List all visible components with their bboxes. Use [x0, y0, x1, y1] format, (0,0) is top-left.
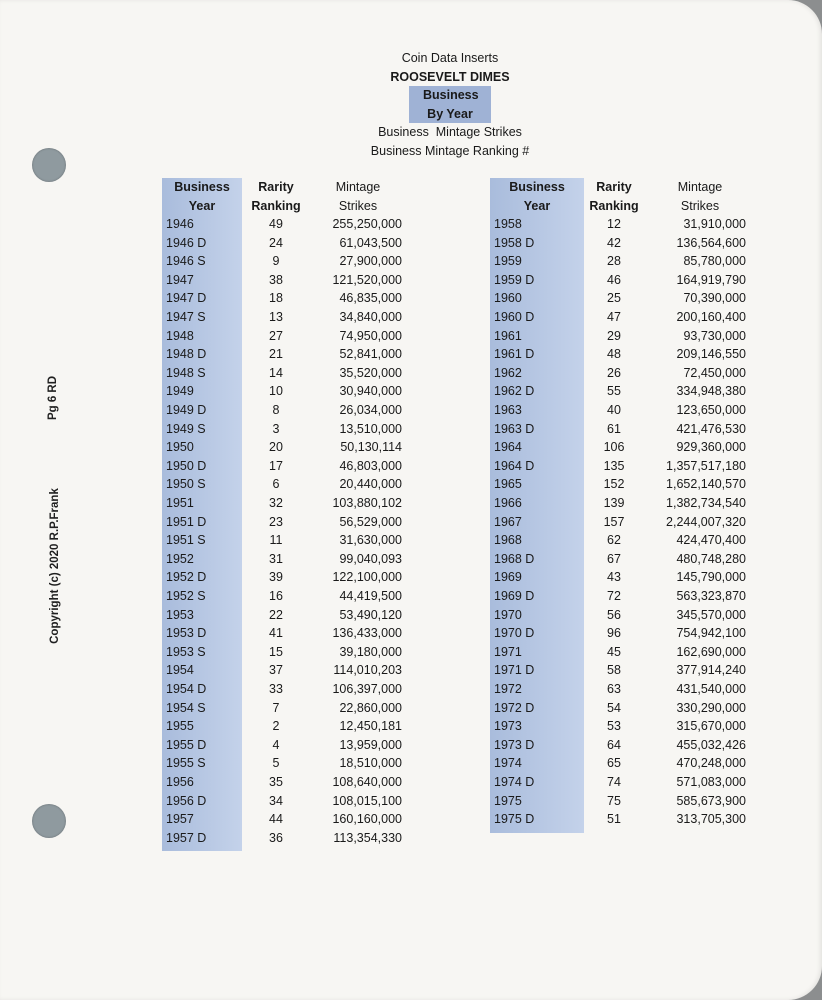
- cell-mintage-strikes: 39,180,000: [339, 644, 402, 659]
- cell-rarity-ranking: 13: [269, 310, 283, 324]
- cell-mintage-strikes: 34,840,000: [339, 310, 402, 324]
- cell-year: 1962 D: [494, 384, 535, 399]
- cell-mintage-strikes: 56,529,000: [339, 514, 402, 529]
- cell-year: 1950: [166, 440, 194, 455]
- cell-rarity-ranking: 64: [607, 737, 621, 752]
- cell-mintage-strikes: 22,860,000: [339, 700, 402, 715]
- table-row: [162, 271, 407, 290]
- cell-mintage-strikes: 571,083,000: [676, 775, 746, 789]
- column-header-rank-line2: Ranking: [589, 198, 639, 213]
- cell-rarity-ranking: 3: [272, 421, 280, 436]
- cell-rarity-ranking: 16: [269, 589, 283, 603]
- cell-mintage-strikes: 160,160,000: [332, 812, 402, 827]
- cell-year: 1958: [494, 217, 522, 231]
- table-row: [490, 401, 750, 420]
- table-row: [162, 475, 407, 494]
- cell-year: 1970 D: [494, 626, 535, 641]
- cell-mintage-strikes: 345,570,000: [676, 607, 746, 622]
- table-row: [162, 754, 407, 773]
- cell-rarity-ranking: 96: [607, 626, 621, 641]
- column-header-mint-line1: Mintage: [335, 180, 381, 194]
- table-row: [162, 345, 407, 364]
- cell-year: 1955: [166, 719, 194, 734]
- cell-rarity-ranking: 9: [272, 254, 280, 269]
- cell-mintage-strikes: 431,540,000: [676, 682, 746, 696]
- cell-year: 1947 S: [166, 310, 206, 324]
- table-row: [490, 699, 750, 718]
- cell-year: 1971 D: [494, 663, 535, 678]
- cell-year: 1958 D: [494, 235, 535, 250]
- column-header-rank: [246, 178, 306, 215]
- cell-mintage-strikes: 26,034,000: [339, 403, 402, 417]
- cell-rarity-ranking: 56: [607, 607, 621, 622]
- cell-year: 1949 D: [166, 403, 207, 417]
- cell-year: 1951: [166, 496, 194, 510]
- cell-mintage-strikes: 44,419,500: [339, 589, 402, 603]
- table-row: [162, 792, 407, 811]
- table-row: [162, 829, 407, 848]
- cell-year: 1975 D: [494, 812, 535, 827]
- column-header-mint-line2: Strikes: [680, 198, 720, 213]
- cell-rarity-ranking: 75: [607, 793, 621, 808]
- cell-year: 1975: [494, 793, 522, 808]
- cell-rarity-ranking: 72: [607, 589, 621, 603]
- cell-rarity-ranking: 54: [607, 700, 621, 715]
- cell-rarity-ranking: 58: [607, 663, 621, 678]
- table-row: [490, 345, 750, 364]
- table-row: [490, 457, 750, 476]
- cell-mintage-strikes: 330,290,000: [676, 700, 746, 715]
- cell-rarity-ranking: 67: [607, 551, 621, 566]
- column-header-year: [162, 178, 242, 215]
- cell-year: 1956 D: [166, 793, 207, 808]
- cell-year: 1955 S: [166, 756, 206, 771]
- cell-year: 1968: [494, 533, 522, 548]
- cell-rarity-ranking: 135: [603, 458, 625, 473]
- cell-rarity-ranking: 35: [269, 775, 283, 789]
- cell-year: 1964: [494, 440, 522, 455]
- cell-mintage-strikes: 99,040,093: [339, 551, 402, 566]
- table-row: [162, 717, 407, 736]
- cell-rarity-ranking: 38: [269, 272, 283, 287]
- cell-mintage-strikes: 12,450,181: [339, 719, 402, 734]
- header-highlight-by-year: By Year: [409, 105, 491, 124]
- cell-mintage-strikes: 74,950,000: [339, 328, 402, 343]
- table-row: [490, 624, 750, 643]
- cell-mintage-strikes: 313,705,300: [676, 812, 746, 827]
- table-row: [490, 327, 750, 346]
- cell-mintage-strikes: 70,390,000: [683, 291, 746, 306]
- cell-rarity-ranking: 55: [607, 384, 621, 399]
- cell-rarity-ranking: 26: [607, 365, 621, 380]
- cell-rarity-ranking: 2: [272, 719, 280, 734]
- cell-mintage-strikes: 480,748,280: [676, 551, 746, 566]
- cell-rarity-ranking: 33: [269, 682, 283, 696]
- cell-rarity-ranking: 74: [607, 775, 621, 789]
- header-line-inserts: Coin Data Inserts: [401, 51, 499, 65]
- cell-rarity-ranking: 63: [607, 682, 621, 696]
- cell-mintage-strikes: 122,100,000: [332, 570, 402, 585]
- cell-mintage-strikes: 114,010,203: [333, 663, 402, 678]
- cell-mintage-strikes: 424,470,400: [676, 533, 746, 548]
- cell-year: 1969: [494, 570, 522, 585]
- cell-mintage-strikes: 93,730,000: [683, 328, 746, 343]
- cell-rarity-ranking: 41: [269, 626, 283, 641]
- cell-year: 1946 S: [166, 254, 206, 269]
- cell-mintage-strikes: 334,948,380: [676, 384, 746, 399]
- table-row: [490, 382, 750, 401]
- cell-year: 1953 S: [166, 644, 206, 659]
- cell-year: 1962: [494, 365, 522, 380]
- cell-rarity-ranking: 44: [269, 812, 283, 827]
- cell-mintage-strikes: 85,780,000: [683, 254, 746, 269]
- cell-year: 1971: [494, 644, 522, 659]
- cell-year: 1954 D: [166, 682, 207, 696]
- cell-mintage-strikes: 108,640,000: [332, 775, 402, 789]
- cell-year: 1959 D: [494, 272, 535, 287]
- cell-year: 1957: [166, 812, 194, 827]
- table-row: [490, 587, 750, 606]
- cell-mintage-strikes: 30,940,000: [339, 384, 402, 399]
- cell-mintage-strikes: 929,360,000: [676, 440, 746, 455]
- cell-year: 1961 D: [494, 347, 535, 362]
- cell-year: 1946 D: [166, 235, 207, 250]
- cell-rarity-ranking: 51: [607, 812, 621, 827]
- cell-rarity-ranking: 46: [607, 272, 621, 287]
- cell-rarity-ranking: 152: [603, 477, 625, 492]
- table-row: [162, 382, 407, 401]
- cell-mintage-strikes: 52,841,000: [339, 347, 402, 362]
- cell-rarity-ranking: 25: [607, 291, 621, 306]
- cell-year: 1972 D: [494, 700, 535, 715]
- table-row: [490, 289, 750, 308]
- column-header-year: [490, 178, 584, 215]
- table-row: [162, 252, 407, 271]
- cell-year: 1952 D: [166, 570, 207, 585]
- table-row: [162, 513, 407, 532]
- cell-mintage-strikes: 31,630,000: [339, 533, 402, 548]
- cell-year: 1955 D: [166, 737, 207, 752]
- cell-year: 1961: [494, 328, 522, 343]
- cell-rarity-ranking: 62: [607, 533, 621, 548]
- cell-year: 1960: [494, 291, 522, 306]
- cell-year: 1947 D: [166, 291, 207, 306]
- cell-year: 1954: [166, 663, 194, 678]
- cell-mintage-strikes: 145,790,000: [676, 570, 746, 585]
- cell-rarity-ranking: 48: [607, 347, 621, 362]
- cell-mintage-strikes: 200,160,400: [676, 310, 746, 324]
- cell-rarity-ranking: 31: [269, 551, 283, 566]
- table-row: [162, 587, 407, 606]
- table-row: [162, 643, 407, 662]
- cell-mintage-strikes: 113,354,330: [333, 830, 402, 845]
- cell-mintage-strikes: 20,440,000: [339, 477, 402, 492]
- cell-rarity-ranking: 49: [269, 217, 283, 231]
- cell-year: 1949: [166, 384, 194, 399]
- cell-year: 1952 S: [166, 589, 206, 603]
- table-row: [490, 308, 750, 327]
- cell-year: 1968 D: [494, 551, 535, 566]
- table-row: [490, 754, 750, 773]
- cell-rarity-ranking: 11: [269, 533, 283, 548]
- cell-mintage-strikes: 103,880,102: [332, 496, 402, 510]
- cell-rarity-ranking: 28: [607, 254, 621, 269]
- cell-rarity-ranking: 45: [607, 644, 621, 659]
- cell-year: 1946: [166, 217, 194, 231]
- cell-rarity-ranking: 32: [269, 496, 283, 510]
- cell-mintage-strikes: 563,323,870: [676, 589, 746, 603]
- cell-mintage-strikes: 421,476,530: [676, 421, 746, 436]
- table-row: [490, 494, 750, 513]
- cell-rarity-ranking: 27: [269, 328, 283, 343]
- cell-mintage-strikes: 470,248,000: [676, 756, 746, 771]
- table-row: [162, 308, 407, 327]
- column-header-year-line2: Year: [188, 198, 216, 213]
- table-row: [490, 513, 750, 532]
- cell-rarity-ranking: 12: [607, 217, 621, 231]
- table-row: [490, 661, 750, 680]
- table-row: [490, 252, 750, 271]
- cell-mintage-strikes: 585,673,900: [676, 793, 746, 808]
- column-header-mint-line2: Strikes: [338, 198, 378, 213]
- column-header-mint: [322, 178, 394, 215]
- table-row: [162, 550, 407, 569]
- cell-rarity-ranking: 15: [269, 644, 283, 659]
- cell-mintage-strikes: 754,942,100: [676, 626, 746, 641]
- cell-mintage-strikes: 315,670,000: [676, 719, 746, 734]
- cell-year: 1963 D: [494, 421, 535, 436]
- column-header-year-line2: Year: [523, 198, 551, 213]
- table-row: [490, 531, 750, 550]
- binder-hole-bottom: [32, 804, 66, 838]
- page-reference: Pg 6 RD: [47, 375, 59, 421]
- cell-year: 1956: [166, 775, 194, 789]
- cell-mintage-strikes: 164,919,790: [676, 272, 746, 287]
- table-row: [490, 680, 750, 699]
- binder-hole-top: [32, 148, 66, 182]
- cell-rarity-ranking: 6: [272, 477, 280, 492]
- cell-mintage-strikes: 1,652,140,570: [666, 477, 746, 492]
- header-title: ROOSEVELT DIMES: [390, 69, 510, 84]
- cell-year: 1972: [494, 682, 522, 696]
- cell-mintage-strikes: 1,382,734,540: [666, 496, 746, 510]
- cell-year: 1966: [494, 496, 522, 510]
- cell-rarity-ranking: 5: [272, 756, 280, 771]
- table-row: [162, 661, 407, 680]
- header-line-strikes: Business Mintage Strikes: [378, 125, 522, 139]
- table-row: [162, 810, 407, 829]
- cell-mintage-strikes: 61,043,500: [339, 235, 402, 250]
- cell-mintage-strikes: 31,910,000: [683, 217, 746, 231]
- table-row: [162, 773, 407, 792]
- cell-year: 1963: [494, 403, 522, 417]
- cell-mintage-strikes: 27,900,000: [339, 254, 402, 269]
- table-row: [162, 234, 407, 253]
- cell-mintage-strikes: 136,564,600: [676, 235, 746, 250]
- cell-mintage-strikes: 13,959,000: [339, 737, 402, 752]
- cell-mintage-strikes: 162,690,000: [676, 644, 746, 659]
- table-row: [490, 475, 750, 494]
- cell-rarity-ranking: 14: [269, 365, 283, 380]
- table-row: [162, 420, 407, 439]
- cell-mintage-strikes: 53,490,120: [339, 607, 402, 622]
- table-row: [490, 568, 750, 587]
- cell-rarity-ranking: 65: [607, 756, 621, 771]
- cell-mintage-strikes: 121,520,000: [332, 272, 402, 287]
- cell-mintage-strikes: 50,130,114: [340, 440, 402, 455]
- cell-year: 1948 D: [166, 347, 207, 362]
- cell-year: 1951 S: [166, 533, 206, 548]
- cell-year: 1965: [494, 477, 522, 492]
- column-header-rank-line2: Ranking: [251, 198, 301, 213]
- header-highlight-business: Business: [409, 86, 491, 105]
- cell-year: 1970: [494, 607, 522, 622]
- cell-year: 1973: [494, 719, 522, 734]
- table-row: [490, 736, 750, 755]
- table-row: [162, 289, 407, 308]
- cell-mintage-strikes: 377,914,240: [676, 663, 746, 678]
- cell-mintage-strikes: 46,803,000: [339, 458, 402, 473]
- cell-year: 1948: [166, 328, 194, 343]
- table-row: [490, 420, 750, 439]
- cell-year: 1957 D: [166, 830, 207, 845]
- cell-rarity-ranking: 21: [269, 347, 283, 362]
- cell-year: 1973 D: [494, 737, 535, 752]
- cell-year: 1950 S: [166, 477, 206, 492]
- cell-year: 1950 D: [166, 458, 207, 473]
- table-row: [162, 699, 407, 718]
- table-row: [490, 810, 750, 829]
- cell-mintage-strikes: 108,015,100: [332, 793, 402, 808]
- cell-rarity-ranking: 47: [607, 310, 621, 324]
- cell-rarity-ranking: 23: [269, 514, 283, 529]
- cell-year: 1974 D: [494, 775, 535, 789]
- column-header-mint: [664, 178, 736, 215]
- cell-rarity-ranking: 20: [269, 440, 283, 455]
- cell-mintage-strikes: 46,835,000: [339, 291, 402, 306]
- table-row: [162, 364, 407, 383]
- table-row: [490, 773, 750, 792]
- table-row: [490, 606, 750, 625]
- cell-rarity-ranking: 18: [269, 291, 283, 306]
- cell-year: 1951 D: [166, 514, 207, 529]
- cell-year: 1947: [166, 272, 194, 287]
- column-header-year-line1: Business: [174, 180, 230, 194]
- cell-rarity-ranking: 22: [269, 607, 283, 622]
- cell-rarity-ranking: 139: [603, 496, 625, 510]
- table-row: [490, 550, 750, 569]
- table-row: [490, 364, 750, 383]
- cell-rarity-ranking: 53: [607, 719, 621, 734]
- header-line-ranking: Business Mintage Ranking #: [370, 143, 530, 158]
- cell-mintage-strikes: 136,433,000: [332, 626, 402, 641]
- page-header: [340, 49, 560, 160]
- table-row: [162, 624, 407, 643]
- column-header-rank-line1: Rarity: [596, 180, 632, 194]
- cell-mintage-strikes: 106,397,000: [332, 682, 402, 696]
- cell-rarity-ranking: 42: [607, 235, 621, 250]
- cell-rarity-ranking: 4: [272, 737, 280, 752]
- cell-rarity-ranking: 37: [269, 663, 283, 678]
- table-row: [162, 457, 407, 476]
- cell-mintage-strikes: 72,450,000: [683, 365, 746, 380]
- table-row: [162, 606, 407, 625]
- table-row: [490, 438, 750, 457]
- table-row: [162, 215, 407, 234]
- table-row: [162, 568, 407, 587]
- cell-mintage-strikes: 209,146,550: [676, 347, 746, 362]
- table-row: [162, 736, 407, 755]
- table-row: [490, 643, 750, 662]
- table-row: [162, 438, 407, 457]
- copyright-notice: Copyright (c) 2020 R.P.Frank: [49, 488, 61, 644]
- cell-year: 1967: [494, 514, 522, 529]
- cell-rarity-ranking: 24: [269, 235, 283, 250]
- cell-mintage-strikes: 455,032,426: [676, 737, 746, 752]
- cell-rarity-ranking: 29: [607, 328, 621, 343]
- cell-year: 1948 S: [166, 365, 206, 380]
- cell-rarity-ranking: 10: [269, 384, 283, 399]
- table-row: [162, 401, 407, 420]
- cell-rarity-ranking: 39: [269, 570, 283, 585]
- cell-rarity-ranking: 106: [603, 440, 625, 455]
- cell-year: 1960 D: [494, 310, 535, 324]
- cell-rarity-ranking: 17: [269, 458, 283, 473]
- cell-year: 1953: [166, 607, 194, 622]
- cell-year: 1974: [494, 756, 522, 771]
- cell-mintage-strikes: 13,510,000: [339, 421, 402, 436]
- table-row: [490, 234, 750, 253]
- cell-year: 1969 D: [494, 589, 535, 603]
- cell-mintage-strikes: 35,520,000: [339, 365, 402, 380]
- cell-rarity-ranking: 40: [607, 403, 621, 417]
- column-header-rank: [586, 178, 642, 215]
- cell-year: 1954 S: [166, 700, 206, 715]
- cell-rarity-ranking: 157: [603, 514, 625, 529]
- cell-year: 1952: [166, 551, 194, 566]
- table-row: [490, 792, 750, 811]
- cell-rarity-ranking: 43: [607, 570, 621, 585]
- cell-rarity-ranking: 8: [272, 403, 280, 417]
- cell-rarity-ranking: 61: [607, 421, 621, 436]
- cell-rarity-ranking: 7: [272, 700, 280, 715]
- table-row: [490, 215, 750, 234]
- cell-mintage-strikes: 255,250,000: [332, 217, 402, 231]
- table-row: [490, 717, 750, 736]
- cell-mintage-strikes: 1,357,517,180: [666, 458, 746, 473]
- cell-year: 1949 S: [166, 421, 206, 436]
- cell-mintage-strikes: 123,650,000: [676, 403, 746, 417]
- table-row: [162, 327, 407, 346]
- cell-mintage-strikes: 18,510,000: [339, 756, 402, 771]
- table-row: [162, 531, 407, 550]
- table-row: [162, 680, 407, 699]
- table-row: [162, 494, 407, 513]
- column-header-rank-line1: Rarity: [258, 180, 294, 194]
- column-header-mint-line1: Mintage: [677, 180, 723, 194]
- cell-year: 1953 D: [166, 626, 207, 641]
- cell-year: 1964 D: [494, 458, 535, 473]
- cell-rarity-ranking: 36: [269, 830, 283, 845]
- cell-mintage-strikes: 2,244,007,320: [666, 514, 746, 529]
- column-header-year-line1: Business: [509, 180, 565, 194]
- cell-year: 1959: [494, 254, 522, 269]
- cell-rarity-ranking: 34: [269, 793, 283, 808]
- table-row: [490, 271, 750, 290]
